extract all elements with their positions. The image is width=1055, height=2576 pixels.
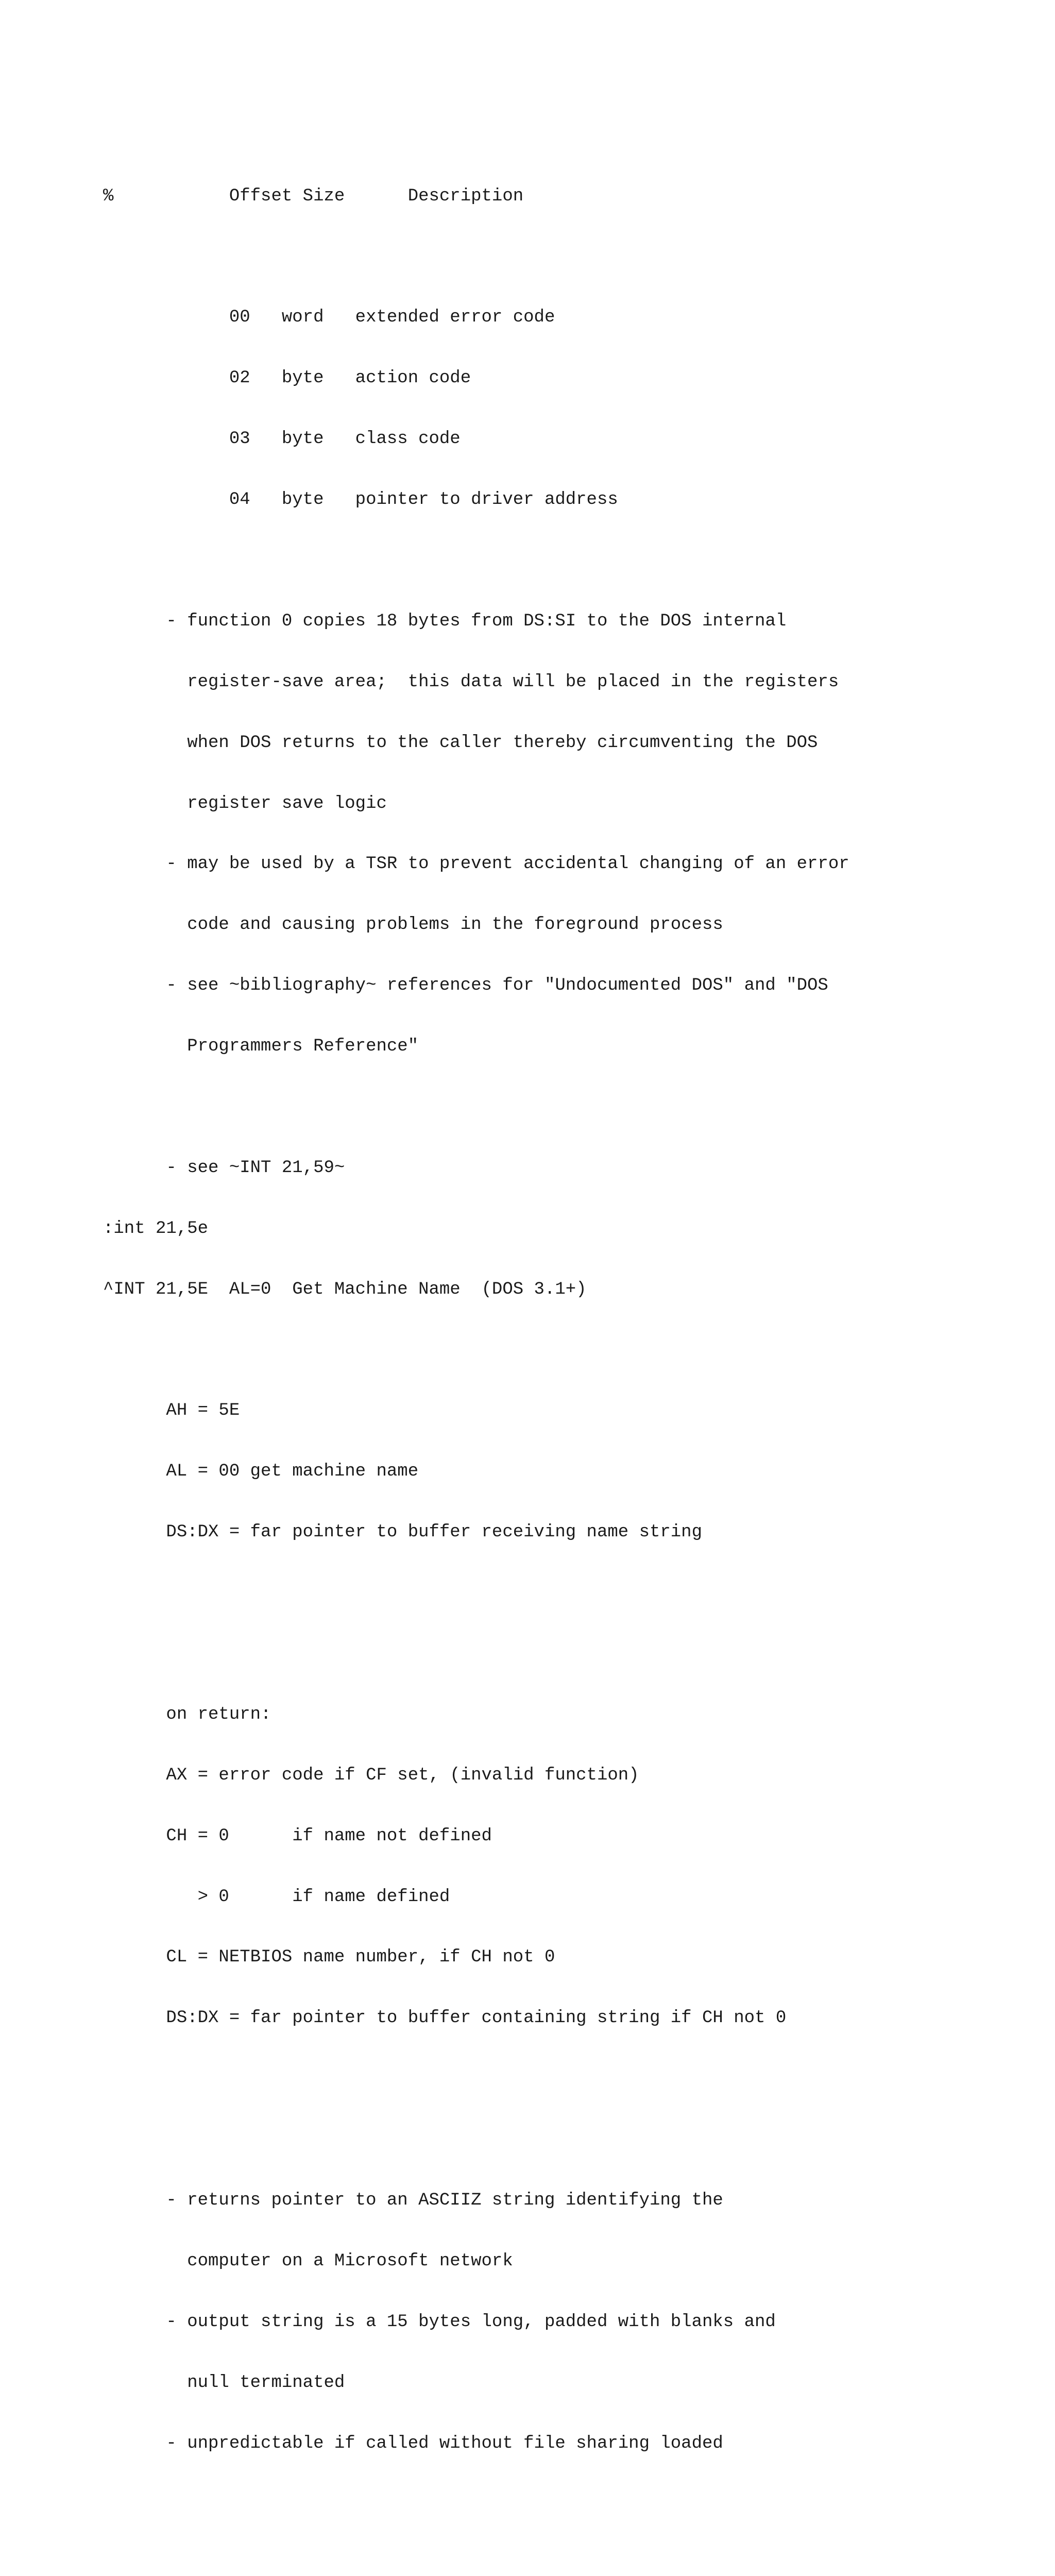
blank-line	[103, 2494, 849, 2514]
note-line: - output string is a 15 bytes long, padded with blanks and	[103, 2312, 776, 2332]
note-line: - function 0 copies 18 bytes from DS:SI to the DOS internal	[103, 611, 787, 631]
note-line: when DOS returns to the caller thereby circumventing the DOS	[103, 733, 818, 753]
table-row: 00 word extended error code	[103, 308, 555, 328]
table-header-line: % Offset Size Description	[103, 186, 524, 206]
table-row: 04 byte pointer to driver address	[103, 490, 618, 510]
blank-line	[103, 2069, 849, 2089]
return-line: CL = NETBIOS name number, if CH not 0	[103, 1947, 555, 1968]
blank-line	[103, 2130, 849, 2150]
blank-line	[103, 1341, 849, 1361]
note-line: computer on a Microsoft network	[103, 2251, 513, 2271]
note-line: - see ~bibliography~ references for "Undocumented DOS" and "DOS	[103, 976, 828, 996]
blank-line	[103, 2555, 849, 2575]
see-also-line: - see ~INT 21,59~	[103, 1158, 345, 1178]
section-heading-get-machine-name: ^INT 21,5E AL=0 Get Machine Name (DOS 3.1+)	[103, 1279, 587, 1299]
table-row: 02 byte action code	[103, 368, 471, 388]
note-line: register save logic	[103, 793, 387, 814]
table-row: 03 byte class code	[103, 429, 461, 449]
blank-line	[103, 1097, 849, 1117]
note-line: - unpredictable if called without file sharing loaded	[103, 2433, 723, 2453]
blank-line	[103, 551, 849, 571]
topic-tag-line: :int 21,5e	[103, 1218, 209, 1239]
register-line: AL = 00 get machine name	[103, 1462, 419, 1482]
register-line: DS:DX = far pointer to buffer receiving name string	[103, 1522, 702, 1543]
blank-line	[103, 247, 849, 267]
register-line: AH = 5E	[103, 1401, 240, 1421]
note-line: null terminated	[103, 2372, 345, 2393]
blank-line	[103, 1583, 849, 1603]
return-line: > 0 if name defined	[103, 1887, 450, 1907]
note-line: - returns pointer to an ASCIIZ string identifying the	[103, 2190, 723, 2210]
note-line: code and causing problems in the foreground process	[103, 915, 723, 935]
document-page	[103, 146, 849, 2576]
note-line: Programmers Reference"	[103, 1037, 419, 1057]
return-heading-line: on return:	[103, 1704, 271, 1724]
return-line: AX = error code if CF set, (invalid function)	[103, 1765, 639, 1785]
return-line: CH = 0 if name not defined	[103, 1826, 492, 1846]
note-line: register-save area; this data will be placed in the registers	[103, 672, 839, 692]
note-line: - may be used by a TSR to prevent accidental changing of an error	[103, 854, 849, 874]
blank-line	[103, 1644, 849, 1664]
return-line: DS:DX = far pointer to buffer containing string if CH not 0	[103, 2008, 787, 2028]
